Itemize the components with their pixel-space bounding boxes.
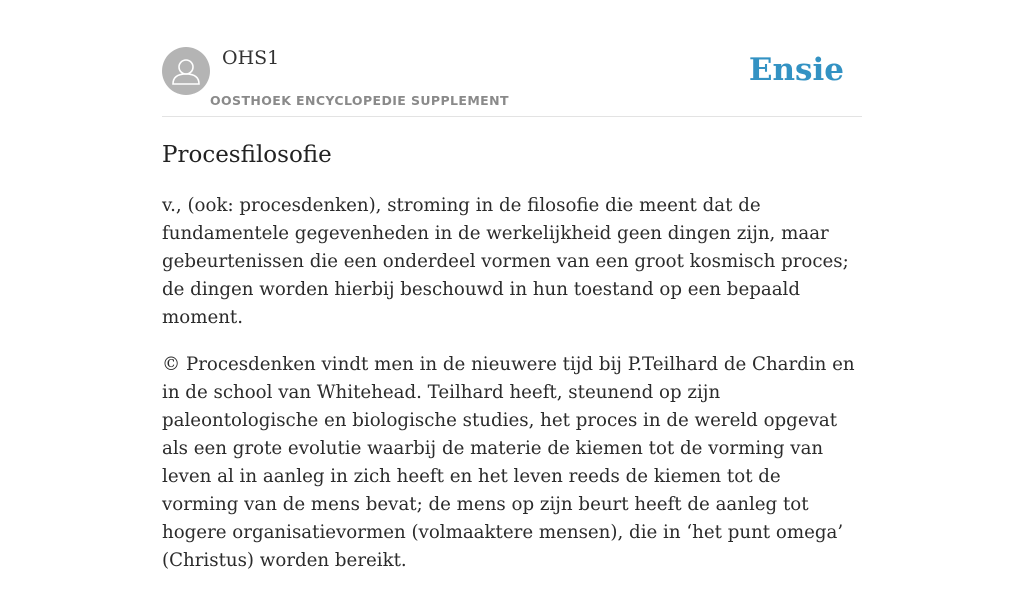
- article-paragraph: © Procesdenken vindt men in de nieuwere tijd bij P.Teilhard de Chardin en in de school van Whitehead. Teilhard heeft, steunend op zijn paleontologische en biologische studies, het proces in de wereld opgevat als een grote evolutie waarbij de materie de kiemen tot de vorming van leven al in aanleg in zich heeft en het leven reeds de kiemen tot de vorming van de mens bevat; de mens op zijn beurt heeft de aanleg tot hogere organisatievormen (volmaaktere mensen), die in ‘het punt omega’ (Christus) worden bereikt.: [162, 354, 855, 571]
- article-title: Procesfilosofie: [162, 142, 332, 168]
- article-body: [162, 192, 862, 594]
- user-avatar[interactable]: [162, 47, 210, 95]
- ensie-logo[interactable]: Ensie: [748, 52, 844, 88]
- entry-header: [162, 0, 862, 117]
- user-name[interactable]: OHS1: [222, 47, 280, 69]
- source-name[interactable]: OOSTHOEK ENCYCLOPEDIE SUPPLEMENT: [210, 93, 509, 108]
- page: [162, 0, 862, 571]
- article-paragraph: v., (ook: procesdenken), stroming in de filosofie die meent dat de fundamentele gegevenheden in de werkelijkheid geen dingen zijn, maar gebeurtenissen die een onderdeel vormen van een groot kosmisch proces; de dingen worden hierbij beschouwd in hun toestand op een bepaald moment.: [162, 195, 849, 328]
- user-silhouette-icon: [162, 47, 210, 95]
